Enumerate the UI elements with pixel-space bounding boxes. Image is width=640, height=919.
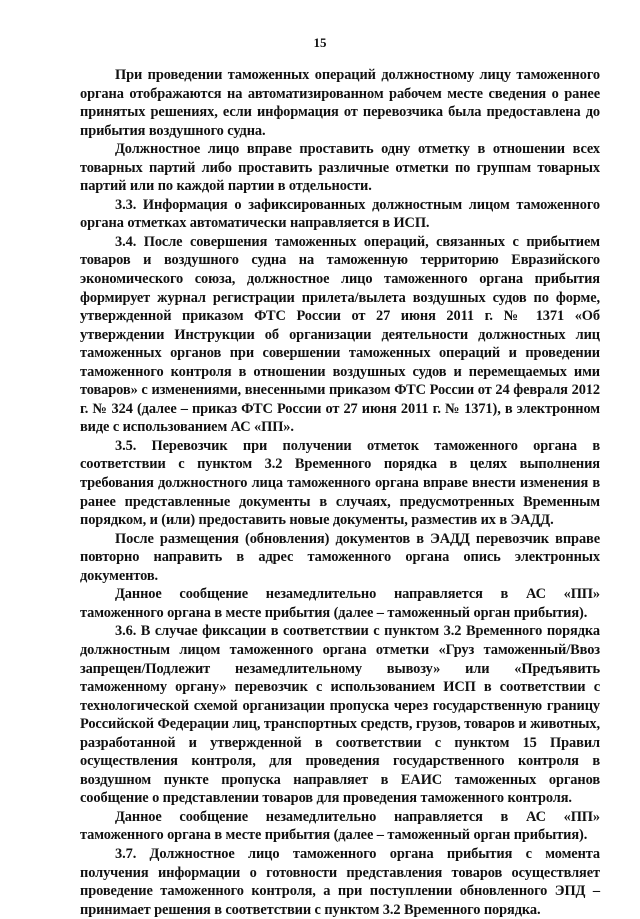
- paragraph-3-4: 3.4. После совершения таможенных операций, связанных с прибытием товаров и воздушного судна на таможенную территорию Евразийского экономического союза, должностное лицо таможенного органа прибытия формирует журнал регистрации прилета/вылета воздушных судов по форме, утвержденной приказом ФТС России от 27 июня 2011 г. № 1371 «Об утверждении Инструкции об организации деятельности должностных лиц таможенных органов при совершении таможенных операций и проведении таможенного контроля в отношении воздушных судов и перемещаемых ими товаров» с изменениями, внесенными приказом ФТС России от 24 февраля 2012 г. № 324 (далее – приказ ФТС России от 27 июня 2011 г. № 1371), в электронном виде с использованием АС «ПП».: [80, 233, 600, 436]
- paragraph-message-sent-2: Данное сообщение незамедлительно направляется в АС «ПП» таможенного органа в месте прибытия (далее – таможенный орган прибытия).: [80, 808, 600, 844]
- paragraph-after-upload: После размещения (обновления) документов в ЭАДД перевозчик вправе повторно направить в адрес таможенного органа опись электронных документов.: [80, 530, 600, 584]
- paragraph-message-sent-1: Данное сообщение незамедлительно направляется в АС «ПП» таможенного органа в месте прибытия (далее – таможенный орган прибытия).: [80, 586, 600, 621]
- paragraph-marks-options: Должностное лицо вправе проставить одну отметку в отношении всех товарных партий либо проставить различные отметки по группам товарных партий или по каждой партии в отдельности.: [80, 141, 600, 195]
- paragraph-3-7: 3.7. Должностное лицо таможенного органа прибытия с момента получения информации о готовности представления товаров осуществляет проведение таможенного контроля, а при поступлении обновленного ЭПД – принимает решения в соответствии с пунктом 3.2 Временного порядка.: [80, 845, 600, 918]
- document-body: [80, 66, 600, 919]
- page-number: 15: [313, 35, 327, 50]
- paragraph-3-6: 3.6. В случае фиксации в соответствии с пунктом 3.2 Временного порядка должностным лицом таможенного органа отметки «Груз таможенный/Ввоз запрещен/Подлежит незамедлительному вывозу» или «Предъявить таможенному органу» перевозчик с использованием ИСП в соответствии с технологической схемой организации пропуска через государственную границу Российской Федерации лиц, транспортных средств, грузов, товаров и животных, разработанной и утвержденной в соответствии с пунктом 15 Правил осуществления контроля, для проведения государственного контроля в воздушном пункте пропуска направляет в ЕАИС таможенных органов сообщение о представлении товаров для проведения таможенного контроля.: [80, 623, 600, 807]
- paragraph-3-3: 3.3. Информация о зафиксированных должностным лицом таможенного органа отметках автоматически направляется в ИСП.: [80, 196, 600, 232]
- paragraph-3-5: 3.5. Перевозчик при получении отметок таможенного органа в соответствии с пунктом 3.2 Временного порядка в целях выполнения требования должностного лица таможенного органа вправе внести изменения в ранее представленные документы в случаях, предусмотренных Временным порядком, и (или) предоставить новые документы, разместив их в ЭАДД.: [80, 437, 600, 529]
- paragraph-prior-decisions: При проведении таможенных операций должностному лицу таможенного органа отображаются на автоматизированном рабочем месте сведения о ранее принятых решениях, если информация от перевозчика была предоставлена до прибытия воздушного судна.: [80, 67, 600, 139]
